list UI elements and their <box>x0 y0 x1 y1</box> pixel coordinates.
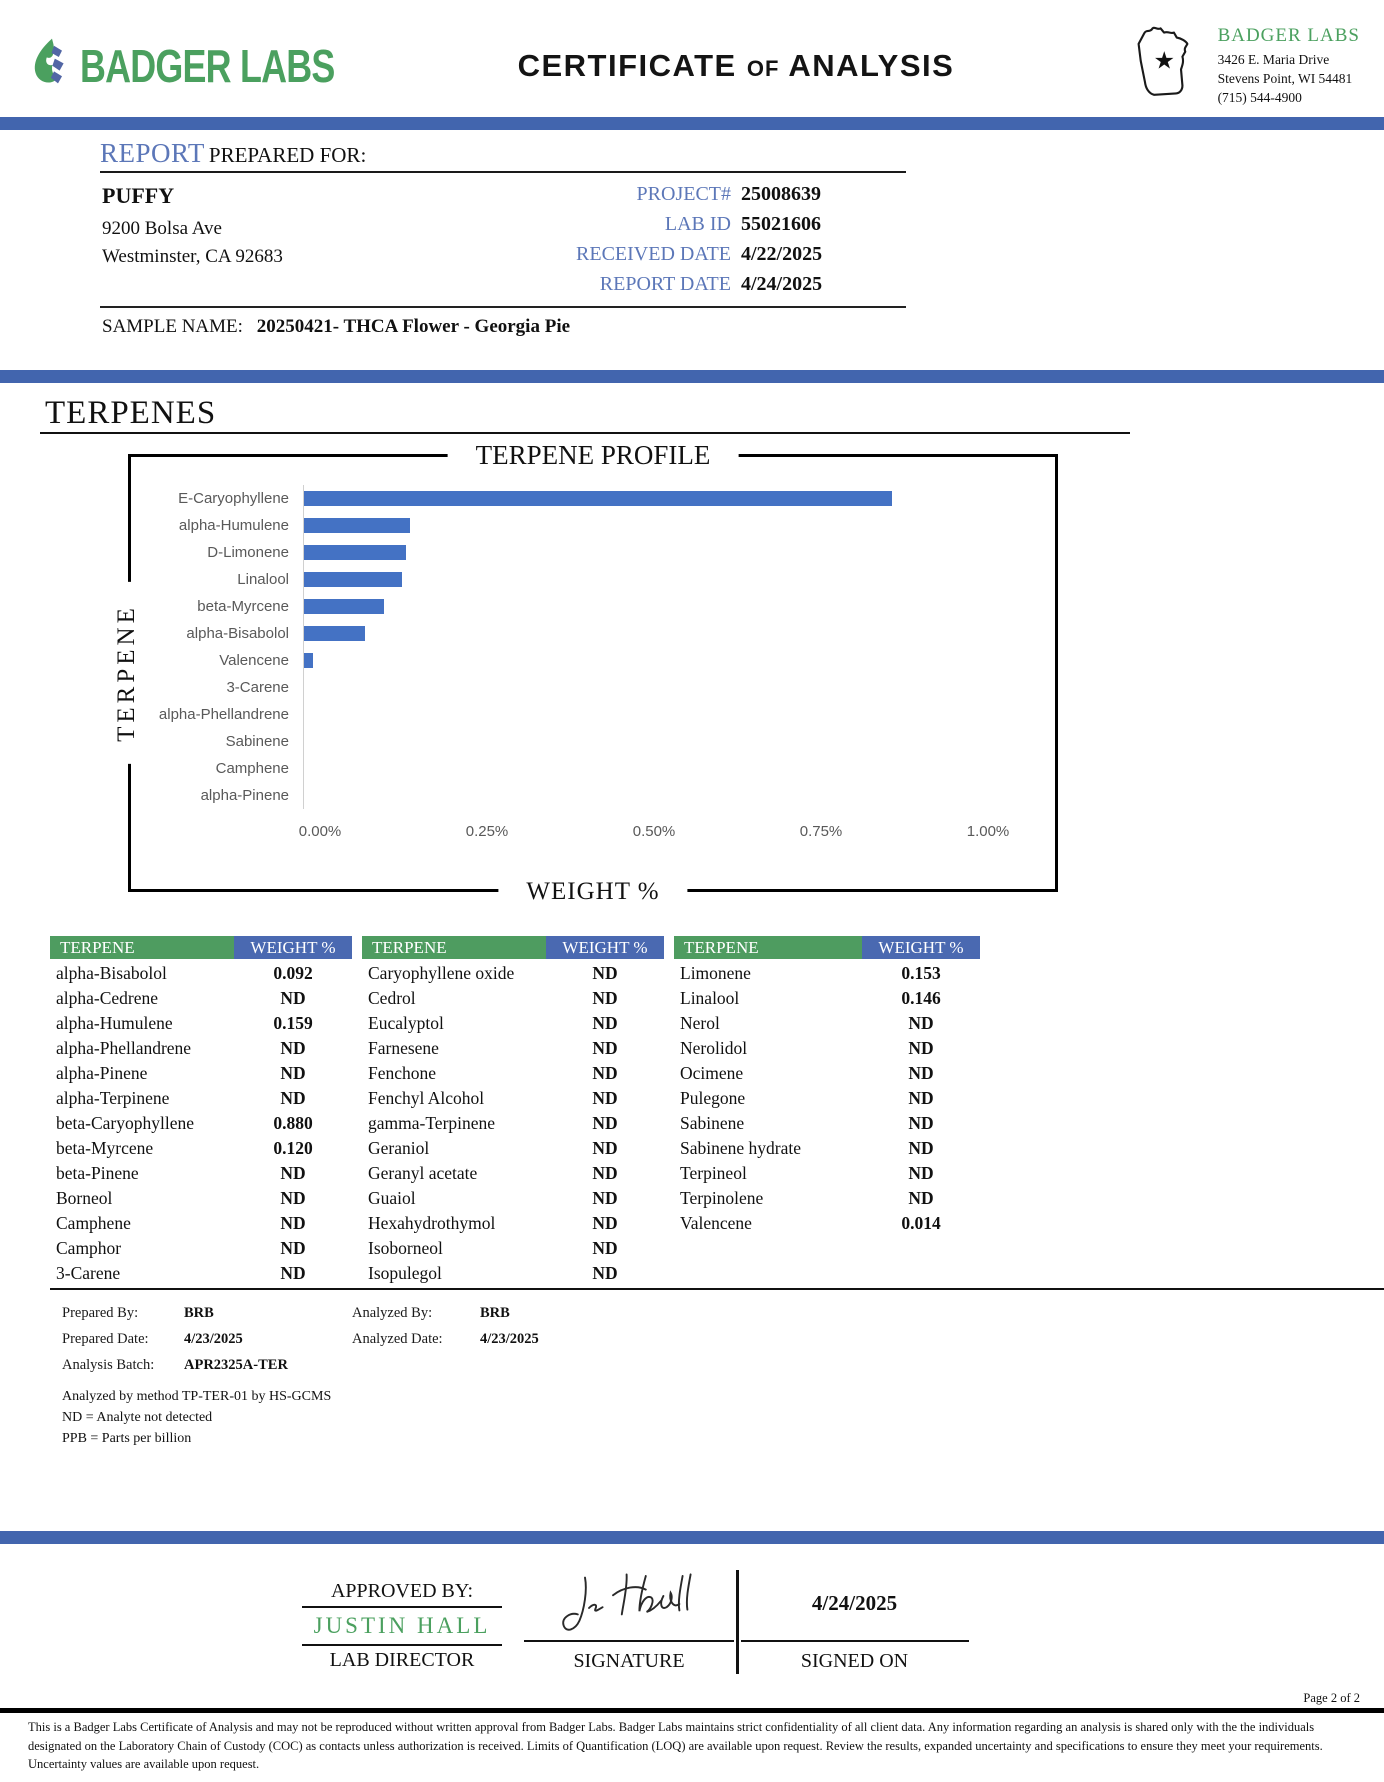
table-cell-terpene <box>674 1236 862 1261</box>
table-spacer <box>352 1011 362 1036</box>
report-field-label: LAB ID <box>664 213 731 235</box>
analysis-batch-value: APR2325A-TER <box>184 1357 288 1374</box>
chart-tick-label: 0.00% <box>298 823 342 840</box>
table-cell-terpene: Linalool <box>680 988 740 1008</box>
nd-note: ND = Analyte not detected <box>62 1410 213 1426</box>
chart-bar <box>304 518 410 533</box>
chart-row <box>131 647 1055 674</box>
report-field-value: 4/22/2025 <box>741 243 823 265</box>
table-cell-weight: ND <box>592 1063 618 1083</box>
prepared-by-value: BRB <box>184 1305 214 1321</box>
table-cell-terpene: beta-Caryophyllene <box>56 1113 195 1133</box>
table-cell-terpene: Eucalyptol <box>368 1013 444 1033</box>
chart-category-label: alpha-Pinene <box>200 787 289 804</box>
prepared-date-value: 4/23/2025 <box>184 1331 243 1348</box>
chart-row <box>131 728 1055 755</box>
table-cell-weight: ND <box>280 1213 306 1233</box>
chart-category-label: 3-Carene <box>226 679 289 696</box>
table-cell-weight: ND <box>592 1238 618 1258</box>
chart-tick-label: 1.00% <box>966 823 1010 840</box>
table-cell-terpene: Valencene <box>680 1213 752 1233</box>
table-cell-weight: 0.146 <box>901 988 941 1008</box>
table-cell-weight <box>862 1261 980 1286</box>
chart-bar <box>304 572 402 587</box>
analyzed-date-value: 4/23/2025 <box>480 1331 539 1348</box>
chart-category-label: alpha-Humulene <box>178 517 289 534</box>
title-word-1: CERTIFICATE <box>517 47 737 83</box>
leaf-logo-icon <box>30 37 70 94</box>
chart-bar-track <box>303 755 1055 782</box>
table-spacer <box>664 1236 674 1261</box>
client-block <box>102 183 283 296</box>
table-cell-terpene: Fenchone <box>368 1063 437 1083</box>
table-cell-terpene: Borneol <box>56 1188 113 1208</box>
double-rule <box>0 1708 1384 1713</box>
report-field-label: REPORT DATE <box>599 273 731 295</box>
table-header-weight: WEIGHT % <box>234 936 352 959</box>
wisconsin-map-icon <box>1126 22 1212 109</box>
table-spacer <box>352 1186 362 1211</box>
table-spacer <box>352 1061 362 1086</box>
client-address1: 9200 Bolsa Ave <box>102 218 222 239</box>
chart-row <box>131 566 1055 593</box>
table-spacer <box>664 1036 674 1061</box>
table-cell-weight: ND <box>908 1038 934 1058</box>
method-note: Analyzed by method TP-TER-01 by HS-GCMS <box>62 1389 332 1405</box>
report-field-value: 4/24/2025 <box>741 273 823 295</box>
table-cell-weight: ND <box>908 1188 934 1208</box>
chart-bar <box>304 626 365 641</box>
table-cell-terpene: Camphene <box>56 1213 131 1233</box>
sample-name-label: SAMPLE NAME: <box>102 316 243 337</box>
chart-row <box>131 755 1055 782</box>
report-field-label: PROJECT# <box>636 183 731 205</box>
table-header-terpene: TERPENE <box>674 936 862 959</box>
table-cell-weight: ND <box>280 1263 306 1283</box>
client-name: PUFFY <box>102 183 175 208</box>
chart-bar <box>304 653 313 668</box>
table-cell-terpene: alpha-Cedrene <box>56 988 159 1008</box>
signed-date: 4/24/2025 <box>811 1590 898 1615</box>
chart-tick-label: 0.50% <box>632 823 676 840</box>
approver-name: JUSTIN HALL <box>313 1613 491 1639</box>
table-cell-terpene: 3-Carene <box>56 1263 121 1283</box>
chart-bar-track <box>303 647 1055 674</box>
title-word-2: ANALYSIS <box>788 47 955 83</box>
report-field-label: RECEIVED DATE <box>576 243 731 265</box>
divider-bar-bottom <box>0 1531 1384 1544</box>
lab-address-line2: Stevens Point, WI 54481 <box>1217 70 1353 86</box>
signature-icon <box>524 1566 734 1640</box>
table-cell-terpene: Farnesene <box>368 1038 439 1058</box>
table-cell-weight: 0.153 <box>901 963 941 983</box>
table-spacer <box>664 1186 674 1211</box>
table-spacer <box>352 1261 362 1286</box>
table-cell-terpene: Fenchyl Alcohol <box>368 1088 485 1108</box>
table-spacer <box>352 936 362 961</box>
table-cell-terpene: Guaiol <box>368 1188 416 1208</box>
table-cell-terpene: Geraniol <box>368 1138 430 1158</box>
table-cell-terpene: Hexahydrothymol <box>368 1213 496 1233</box>
table-spacer <box>664 1211 674 1236</box>
table-cell-weight: ND <box>592 1188 618 1208</box>
table-cell-weight: ND <box>280 1038 306 1058</box>
chart-bar <box>304 545 406 560</box>
chart-tick-label: 0.25% <box>465 823 509 840</box>
chart-bar <box>304 491 892 506</box>
table-spacer <box>352 1036 362 1061</box>
prepared-date-label: Prepared Date: <box>62 1331 149 1348</box>
table-cell-terpene: Caryophyllene oxide <box>368 963 515 983</box>
chart-category-label: D-Limonene <box>207 544 289 561</box>
chart-bar-track <box>303 701 1055 728</box>
report-heading <box>100 138 906 173</box>
table-spacer <box>664 936 674 961</box>
chart-tick-label: 0.75% <box>799 823 843 840</box>
chart-bar-track <box>303 728 1055 755</box>
table-cell-weight: ND <box>592 1013 618 1033</box>
rule-line <box>302 1606 502 1608</box>
table-cell-weight <box>862 1236 980 1261</box>
table-cell-terpene: Geranyl acetate <box>368 1163 478 1183</box>
chart-bar-track <box>303 620 1055 647</box>
sample-name-row <box>100 306 906 340</box>
table-spacer <box>352 986 362 1011</box>
footer <box>0 1691 1384 1774</box>
table-header-terpene: TERPENE <box>50 936 234 959</box>
table-spacer <box>352 1136 362 1161</box>
table-header-weight: WEIGHT % <box>546 936 664 959</box>
table-cell-terpene: Nerol <box>680 1013 720 1033</box>
report-field-value: 25008639 <box>741 183 821 205</box>
chart-category-label: beta-Myrcene <box>197 598 289 615</box>
ppb-note: PPB = Parts per billion <box>62 1431 192 1447</box>
table-cell-weight: 0.880 <box>273 1113 313 1133</box>
disclaimer-text: This is a Badger Labs Certificate of Analysis and may not be reproduced without written approval from Badger Labs. Badger Labs maintains strict confidentiality of all client data. Any information regarding an analysis is shared only with the the individuals designated on the Laboratory Chain of Custody (COC) as contacts unless authorization is received. Limits of Quantification (LOQ) are available upon request. Review the results, expanded uncertainty and specifications to ensure they meet your requirements. Uncertainty values are available upon request. <box>28 1719 1323 1772</box>
table-spacer <box>352 1086 362 1111</box>
table-cell-weight: ND <box>280 1088 306 1108</box>
star-icon: ★ <box>1153 48 1175 75</box>
chart-bar-track <box>303 512 1055 539</box>
chart-bar-track <box>303 539 1055 566</box>
table-spacer <box>664 1261 674 1286</box>
table-spacer <box>664 961 674 986</box>
table-cell-weight: ND <box>908 1013 934 1033</box>
chart-bar-track <box>303 674 1055 701</box>
approval-section <box>302 1566 1384 1674</box>
chart-title: TERPENE PROFILE <box>448 440 739 471</box>
signature-label: SIGNATURE <box>573 1650 685 1673</box>
chart-row <box>131 539 1055 566</box>
chart-row <box>131 512 1055 539</box>
terpenes-section-title: TERPENES <box>45 395 217 431</box>
table-cell-weight: ND <box>592 988 618 1008</box>
table-cell-weight: 0.014 <box>901 1213 941 1233</box>
report-heading-rest: PREPARED FOR: <box>208 143 367 167</box>
approved-by-label: APPROVED BY: <box>330 1580 474 1603</box>
table-cell-weight: ND <box>280 1163 306 1183</box>
terpene-profile-chart <box>113 440 1058 905</box>
chart-row <box>131 674 1055 701</box>
lab-phone: (715) 544-4900 <box>1217 89 1302 105</box>
table-cell-terpene: Pulegone <box>680 1088 746 1108</box>
approver-title: LAB DIRECTOR <box>329 1649 475 1672</box>
table-cell-weight: ND <box>592 1138 618 1158</box>
chart-bar-track <box>303 593 1055 620</box>
table-cell-weight: ND <box>592 1038 618 1058</box>
table-header-weight: WEIGHT % <box>862 936 980 959</box>
analysis-batch-label: Analysis Batch: <box>62 1357 155 1374</box>
table-spacer <box>352 1236 362 1261</box>
analyzed-date-label: Analyzed Date: <box>352 1331 443 1348</box>
approved-by-block <box>302 1566 502 1672</box>
table-cell-terpene: Cedrol <box>368 988 416 1008</box>
chart-bar-track <box>303 782 1055 809</box>
table-cell-terpene: beta-Myrcene <box>56 1138 154 1158</box>
table-spacer <box>664 1136 674 1161</box>
table-header-terpene: TERPENE <box>362 936 546 959</box>
chart-row <box>131 485 1055 512</box>
table-spacer <box>352 961 362 986</box>
table-cell-terpene: alpha-Bisabolol <box>56 963 167 983</box>
terpene-results-table <box>50 936 1384 1290</box>
lab-name: BADGER LABS <box>1217 25 1360 47</box>
table-cell-weight: ND <box>908 1088 934 1108</box>
table-cell-weight: ND <box>592 1263 618 1283</box>
report-info-section <box>100 138 906 340</box>
table-spacer <box>664 1061 674 1086</box>
table-spacer <box>352 1161 362 1186</box>
table-cell-weight: 0.120 <box>273 1138 313 1158</box>
document-title <box>346 48 1125 84</box>
title-word-of: OF <box>746 55 780 81</box>
table-cell-terpene: Nerolidol <box>680 1038 748 1058</box>
chart-x-ticks <box>298 823 1055 847</box>
chart-row <box>131 620 1055 647</box>
chart-row <box>131 701 1055 728</box>
terpenes-section-header <box>40 395 1130 434</box>
lab-address-line1: 3426 E. Maria Drive <box>1217 51 1330 67</box>
table-spacer <box>664 1111 674 1136</box>
table-cell-weight: ND <box>280 988 306 1008</box>
chart-category-label: Sabinene <box>225 733 289 750</box>
chart-category-label: alpha-Phellandrene <box>158 706 289 723</box>
client-address2: Westminster, CA 92683 <box>102 245 283 267</box>
table-cell-terpene: beta-Pinene <box>56 1163 139 1183</box>
table-cell-terpene <box>674 1261 862 1286</box>
chart-bar-track <box>303 566 1055 593</box>
chart-row <box>131 782 1055 809</box>
chart-category-label: Linalool <box>237 571 289 588</box>
chart-category-label: E-Caryophyllene <box>178 490 289 507</box>
table-cell-weight: ND <box>908 1138 934 1158</box>
table-cell-terpene: Limonene <box>680 963 751 983</box>
signature-block <box>524 1566 734 1673</box>
table-cell-weight: ND <box>592 963 618 983</box>
table-cell-weight: ND <box>592 1213 618 1233</box>
table-spacer <box>664 1161 674 1186</box>
header <box>0 0 1384 117</box>
analysis-meta-section <box>62 1300 1384 1449</box>
table-cell-terpene: gamma-Terpinene <box>368 1113 496 1133</box>
table-cell-weight: ND <box>280 1063 306 1083</box>
signed-on-label: SIGNED ON <box>800 1650 909 1673</box>
table-spacer <box>664 1011 674 1036</box>
lab-contact-block <box>1126 22 1360 109</box>
table-cell-terpene: Sabinene <box>680 1113 745 1133</box>
brand-name: BADGER LABS <box>80 39 335 92</box>
table-cell-terpene: Terpineol <box>680 1163 747 1183</box>
chart-bars-area <box>131 485 1055 809</box>
table-cell-terpene: Ocimene <box>680 1063 744 1083</box>
table-cell-weight: ND <box>908 1163 934 1183</box>
chart-bar <box>304 599 384 614</box>
page-number: Page 2 of 2 <box>1303 1690 1360 1705</box>
table-cell-weight: ND <box>908 1063 934 1083</box>
table-cell-weight: ND <box>592 1088 618 1108</box>
chart-category-label: Camphene <box>215 760 289 777</box>
divider-bar-middle <box>0 370 1384 383</box>
vertical-divider <box>736 1570 739 1674</box>
signed-on-block <box>741 1566 969 1673</box>
chart-category-label: alpha-Bisabolol <box>186 625 289 642</box>
table-cell-weight: ND <box>592 1113 618 1133</box>
table-spacer <box>352 1211 362 1236</box>
table-cell-weight: 0.092 <box>273 963 313 983</box>
table-cell-terpene: alpha-Humulene <box>56 1013 173 1033</box>
chart-bar-track <box>303 485 1055 512</box>
table-spacer <box>664 986 674 1011</box>
report-fields <box>496 183 906 296</box>
analyzed-by-label: Analyzed By: <box>352 1305 433 1321</box>
table-cell-terpene: Isoborneol <box>368 1238 443 1258</box>
report-field-value: 55021606 <box>741 213 821 235</box>
divider-bar-top <box>0 117 1384 130</box>
table-cell-weight: ND <box>280 1238 306 1258</box>
table-spacer <box>664 1086 674 1111</box>
chart-category-label: Valencene <box>219 652 289 669</box>
table-cell-weight: ND <box>592 1163 618 1183</box>
rule-line <box>302 1644 502 1646</box>
table-cell-terpene: Camphor <box>56 1238 122 1258</box>
table-cell-terpene: Sabinene hydrate <box>680 1138 801 1158</box>
table-cell-weight: ND <box>280 1188 306 1208</box>
table-cell-terpene: Isopulegol <box>368 1263 442 1283</box>
analyzed-by-value: BRB <box>480 1305 510 1321</box>
table-spacer <box>352 1111 362 1136</box>
chart-y-axis-label: TERPENE <box>113 582 141 764</box>
sample-name-value: 20250421- THCA Flower - Georgia Pie <box>256 316 571 337</box>
report-heading-accent: REPORT <box>100 138 205 168</box>
chart-x-axis-label: WEIGHT % <box>498 878 687 906</box>
table-cell-terpene: alpha-Pinene <box>56 1063 148 1083</box>
table-cell-weight: ND <box>908 1113 934 1133</box>
prepared-by-label: Prepared By: <box>62 1305 139 1321</box>
chart-row <box>131 593 1055 620</box>
table-cell-terpene: alpha-Terpinene <box>56 1088 170 1108</box>
table-cell-terpene: alpha-Phellandrene <box>56 1038 192 1058</box>
table-cell-terpene: Terpinolene <box>680 1188 764 1208</box>
table-cell-weight: 0.159 <box>273 1013 313 1033</box>
